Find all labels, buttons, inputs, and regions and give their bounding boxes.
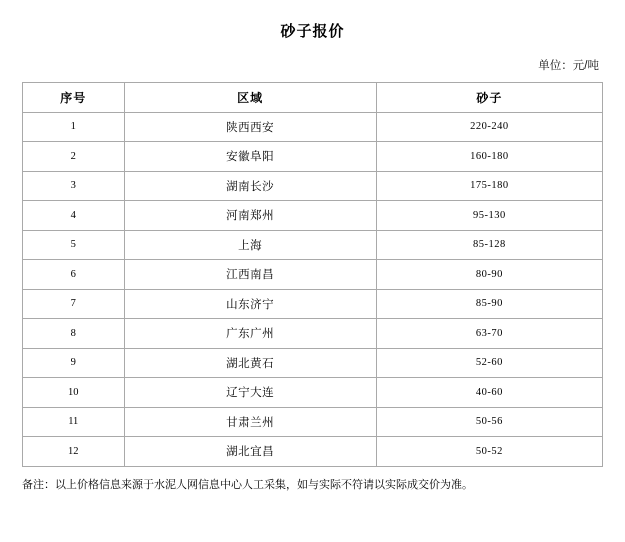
cell-region: 湖北宜昌 — [124, 437, 376, 467]
cell-index: 1 — [23, 112, 125, 142]
cell-index: 12 — [23, 437, 125, 467]
column-header-sand: 砂子 — [376, 83, 602, 113]
cell-region: 辽宁大连 — [124, 378, 376, 408]
cell-index: 9 — [23, 348, 125, 378]
cell-price: 50-56 — [376, 407, 602, 437]
cell-region: 湖北黄石 — [124, 348, 376, 378]
cell-price: 220-240 — [376, 112, 602, 142]
cell-index: 10 — [23, 378, 125, 408]
table-row — [23, 378, 603, 408]
cell-index: 5 — [23, 230, 125, 260]
cell-index: 4 — [23, 201, 125, 231]
table-row — [23, 201, 603, 231]
table-header-row — [23, 83, 603, 113]
cell-price: 50-52 — [376, 437, 602, 467]
cell-price: 95-130 — [376, 201, 602, 231]
footer-note — [22, 477, 603, 494]
cell-price: 40-60 — [376, 378, 602, 408]
cell-index: 2 — [23, 142, 125, 172]
cell-price: 63-70 — [376, 319, 602, 349]
document-page — [0, 20, 625, 542]
cell-index: 6 — [23, 260, 125, 290]
page-title: 砂子报价 — [280, 23, 345, 40]
price-table — [22, 82, 603, 467]
table-row — [23, 348, 603, 378]
cell-region: 江西南昌 — [124, 260, 376, 290]
cell-price: 85-90 — [376, 289, 602, 319]
cell-region: 湖南长沙 — [124, 171, 376, 201]
table-row — [23, 230, 603, 260]
cell-region: 山东济宁 — [124, 289, 376, 319]
cell-price: 80-90 — [376, 260, 602, 290]
table-row — [23, 112, 603, 142]
cell-price: 52-60 — [376, 348, 602, 378]
table-header — [23, 83, 603, 113]
table-row — [23, 142, 603, 172]
table-row — [23, 260, 603, 290]
cell-price: 175-180 — [376, 171, 602, 201]
table-row — [23, 407, 603, 437]
column-header-index: 序号 — [23, 83, 125, 113]
cell-region: 甘肃兰州 — [124, 407, 376, 437]
column-header-region: 区域 — [124, 83, 376, 113]
cell-index: 7 — [23, 289, 125, 319]
table-body — [23, 112, 603, 466]
cell-region: 安徽阜阳 — [124, 142, 376, 172]
cell-region: 上海 — [124, 230, 376, 260]
table-row — [23, 437, 603, 467]
cell-index: 11 — [23, 407, 125, 437]
cell-region: 河南郑州 — [124, 201, 376, 231]
cell-index: 8 — [23, 319, 125, 349]
footer-note-label: 备注： — [22, 478, 55, 491]
table-row — [23, 319, 603, 349]
cell-region: 广东广州 — [124, 319, 376, 349]
cell-price: 160-180 — [376, 142, 602, 172]
cell-index: 3 — [23, 171, 125, 201]
footer-note-text: 以上价格信息来源于水泥人网信息中心人工采集，如与实际不符请以实际成交价为准。 — [55, 478, 473, 491]
table-row — [23, 289, 603, 319]
cell-region: 陕西西安 — [124, 112, 376, 142]
table-row — [23, 171, 603, 201]
cell-price: 85-128 — [376, 230, 602, 260]
unit-note: 单位：元/吨 — [538, 60, 599, 72]
